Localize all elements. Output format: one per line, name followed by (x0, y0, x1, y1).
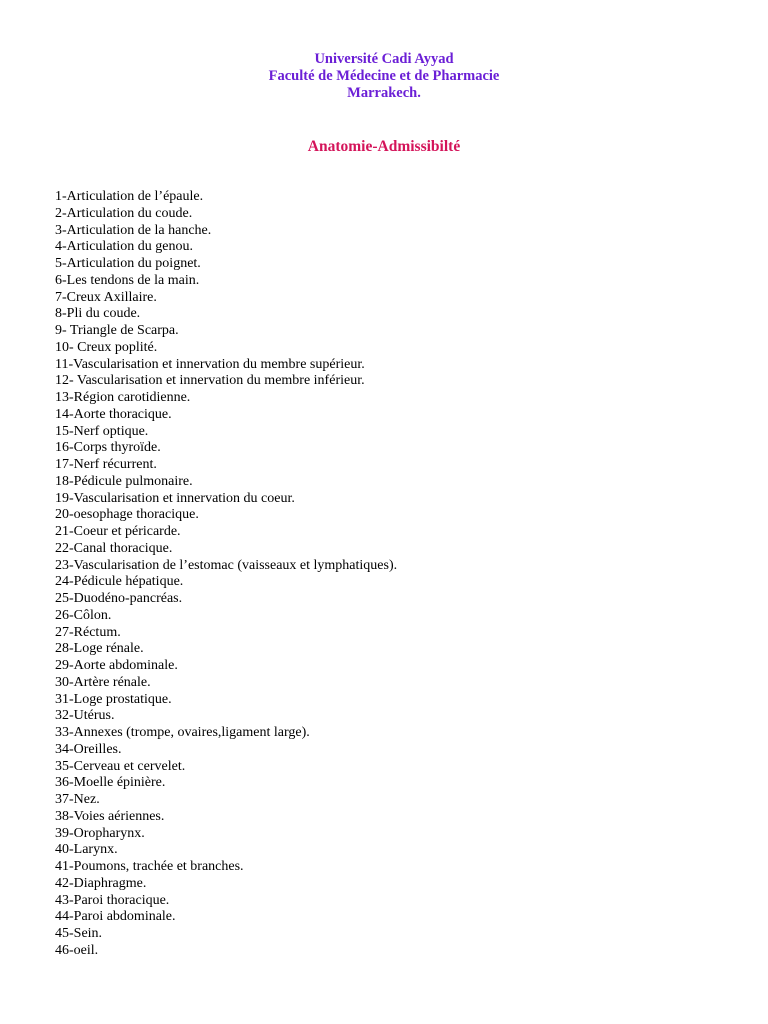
list-item: 35-Cerveau et cervelet. (55, 758, 186, 774)
list-item: 12- Vascularisation et innervation du membre inférieur. (55, 373, 365, 389)
list-item: 17-Nerf récurrent. (55, 457, 157, 472)
university-name: Université Cadi Ayyad (314, 51, 454, 67)
city-name: Marrakech. (347, 85, 421, 101)
list-item: 36-Moelle épinière. (55, 775, 166, 791)
list-item: 4-Articulation du genou. (55, 239, 194, 255)
list-item: 32-Utérus. (55, 708, 115, 724)
list-item: 43-Paroi thoracique. (55, 892, 170, 908)
list-item: 7-Creux Axillaire. (55, 289, 157, 305)
list-item: 11-Vascularisation et innervation du membre supérieur. (55, 356, 365, 372)
list-item: 40-Larynx. (55, 842, 118, 858)
topic-list (55, 189, 397, 960)
list-item: 27-Réctum. (55, 624, 121, 640)
list-item: 13-Région carotidienne. (55, 390, 191, 405)
list-item: 16-Corps thyroïde. (55, 440, 161, 456)
document-title: Anatomie-Admissibilté (307, 138, 461, 155)
institution-header (0, 51, 768, 102)
list-item: 3-Articulation de la hanche. (55, 222, 212, 238)
list-item: 5-Articulation du poignet. (55, 256, 201, 271)
list-item: 31-Loge prostatique. (55, 691, 172, 707)
list-item: 33-Annexes (trompe, ovaires,ligament large). (55, 725, 310, 740)
list-item: 38-Voies aériennes. (55, 808, 165, 824)
list-item: 18-Pédicule pulmonaire. (55, 473, 193, 489)
list-item: 41-Poumons, trachée et branches. (55, 859, 244, 874)
list-item: 34-Oreilles. (55, 741, 122, 757)
list-item: 46-oeil. (55, 942, 99, 958)
list-item: 8-Pli du coude. (55, 306, 141, 322)
list-item: 28-Loge rénale. (55, 641, 144, 657)
list-item: 44-Paroi abdominale. (55, 909, 176, 925)
list-item: 9- Triangle de Scarpa. (55, 323, 179, 338)
list-item: 23-Vascularisation de l’estomac (vaisseaux et lymphatiques). (55, 557, 398, 573)
faculty-name: Faculté de Médecine et de Pharmacie (268, 68, 500, 84)
list-item: 14-Aorte thoracique. (55, 406, 172, 422)
list-item: 20-oesophage thoracique. (55, 507, 199, 523)
list-item: 21-Coeur et péricarde. (55, 524, 181, 539)
list-item: 26-Côlon. (55, 607, 112, 623)
list-item: 2-Articulation du coude. (55, 205, 193, 221)
list-item: 22-Canal thoracique. (55, 540, 173, 556)
list-item: 10- Creux poplité. (55, 339, 158, 355)
list-item: 39-Oropharynx. (55, 825, 145, 841)
list-item: 15-Nerf optique. (55, 423, 149, 439)
list-item: 45-Sein. (55, 926, 103, 941)
list-item: 19-Vascularisation et innervation du coeur. (55, 490, 295, 506)
list-item: 6-Les tendons de la main. (55, 272, 200, 288)
list-item: 25-Duodéno-pancréas. (55, 591, 183, 606)
list-item: 1-Articulation de l’épaule. (55, 189, 204, 204)
list-item: 42-Diaphragme. (55, 875, 147, 891)
list-item: 37-Nez. (55, 792, 100, 807)
list-item: 30-Artère rénale. (55, 674, 151, 690)
list-item: 24-Pédicule hépatique. (55, 574, 184, 590)
list-item: 29-Aorte abdominale. (55, 658, 178, 673)
